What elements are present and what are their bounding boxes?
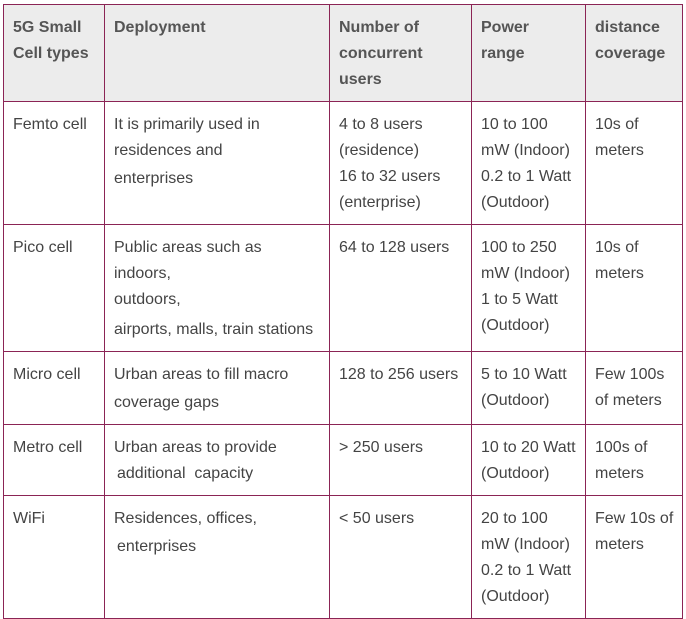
table-header-row xyxy=(4,5,683,102)
cell-deployment xyxy=(105,225,330,352)
coverage-line: 10s of xyxy=(595,239,639,256)
table-row xyxy=(4,225,683,352)
deployment-line: Urban areas to provide xyxy=(114,439,277,456)
small-cell-types-table xyxy=(3,4,683,619)
power-line: 20 to 100 xyxy=(481,510,548,527)
cell-users xyxy=(330,102,472,225)
header-cell-type: 5G Small Cell types xyxy=(4,5,105,102)
power-line: mW (Indoor) xyxy=(481,142,570,159)
power-line: 10 to 100 xyxy=(481,116,548,133)
cell-power xyxy=(472,225,586,352)
cell-users xyxy=(330,225,472,352)
users-line: (residence) xyxy=(339,142,420,159)
power-line: 100 to 250 xyxy=(481,239,557,256)
coverage-line: 10s of xyxy=(595,116,639,133)
deployment-line: airports, malls, train stations xyxy=(114,321,314,338)
users-line: > 250 users xyxy=(339,439,424,456)
header-deployment: Deployment xyxy=(105,5,330,102)
cell-deployment xyxy=(105,496,330,619)
coverage-line: meters xyxy=(595,265,644,282)
deployment-line: enterprises xyxy=(114,170,194,187)
cell-users xyxy=(330,496,472,619)
cell-power xyxy=(472,352,586,425)
table-row xyxy=(4,496,683,619)
power-line: (Outdoor) xyxy=(481,194,550,211)
deployment-line: additional capacity xyxy=(117,465,254,482)
cell-type xyxy=(4,425,105,496)
cell-type-label: WiFi xyxy=(13,510,45,527)
deployment-line: enterprises xyxy=(117,538,197,555)
cell-deployment xyxy=(105,102,330,225)
cell-users xyxy=(330,352,472,425)
deployment-line: outdoors, xyxy=(114,291,181,308)
header-concurrent-users: Number of concurrent users xyxy=(330,5,472,102)
cell-power xyxy=(472,102,586,225)
header-power-range: Power range xyxy=(472,5,586,102)
power-line: (Outdoor) xyxy=(481,392,550,409)
cell-coverage xyxy=(586,496,683,619)
users-line: 64 to 128 users xyxy=(339,239,450,256)
power-line: 5 to 10 Watt xyxy=(481,366,567,383)
deployment-line: Urban areas to fill macro xyxy=(114,366,289,383)
cell-type xyxy=(4,496,105,619)
table-row xyxy=(4,425,683,496)
cell-type-label: Metro cell xyxy=(13,439,83,456)
deployment-line: It is primarily used in xyxy=(114,116,260,133)
power-line: mW (Indoor) xyxy=(481,265,570,282)
coverage-line: of meters xyxy=(595,392,662,409)
users-line: (enterprise) xyxy=(339,194,421,211)
deployment-line: Residences, offices, xyxy=(114,510,257,527)
header-distance-coverage: distance coverage xyxy=(586,5,683,102)
power-line: 0.2 to 1 Watt xyxy=(481,168,572,185)
users-line: < 50 users xyxy=(339,510,415,527)
table-row xyxy=(4,102,683,225)
coverage-line: Few 10s of xyxy=(595,510,674,527)
deployment-line: Public areas such as indoors, xyxy=(114,239,267,282)
power-line: mW (Indoor) xyxy=(481,536,570,553)
cell-type xyxy=(4,225,105,352)
power-line: 10 to 20 Watt xyxy=(481,439,576,456)
cell-type-label: Femto cell xyxy=(13,116,87,133)
coverage-line: meters xyxy=(595,536,644,553)
coverage-line: meters xyxy=(595,142,644,159)
cell-type-label: Micro cell xyxy=(13,366,81,383)
cell-coverage xyxy=(586,102,683,225)
power-line: (Outdoor) xyxy=(481,465,550,482)
cell-coverage xyxy=(586,352,683,425)
cell-type xyxy=(4,102,105,225)
cell-deployment xyxy=(105,352,330,425)
cell-type-label: Pico cell xyxy=(13,239,73,256)
table-row xyxy=(4,352,683,425)
cell-deployment xyxy=(105,425,330,496)
coverage-line: Few 100s xyxy=(595,366,665,383)
users-line: 128 to 256 users xyxy=(339,366,459,383)
power-line: (Outdoor) xyxy=(481,317,550,334)
cell-type xyxy=(4,352,105,425)
power-line: 0.2 to 1 Watt xyxy=(481,562,572,579)
coverage-line: meters xyxy=(595,465,644,482)
power-line: 1 to 5 Watt xyxy=(481,291,558,308)
deployment-line: residences and xyxy=(114,142,223,159)
deployment-line: coverage gaps xyxy=(114,394,219,411)
cell-coverage xyxy=(586,225,683,352)
power-line: (Outdoor) xyxy=(481,588,550,605)
cell-coverage xyxy=(586,425,683,496)
users-line: 4 to 8 users xyxy=(339,116,423,133)
users-line: 16 to 32 users xyxy=(339,168,441,185)
cell-power xyxy=(472,425,586,496)
cell-power xyxy=(472,496,586,619)
cell-users xyxy=(330,425,472,496)
coverage-line: 100s of xyxy=(595,439,648,456)
